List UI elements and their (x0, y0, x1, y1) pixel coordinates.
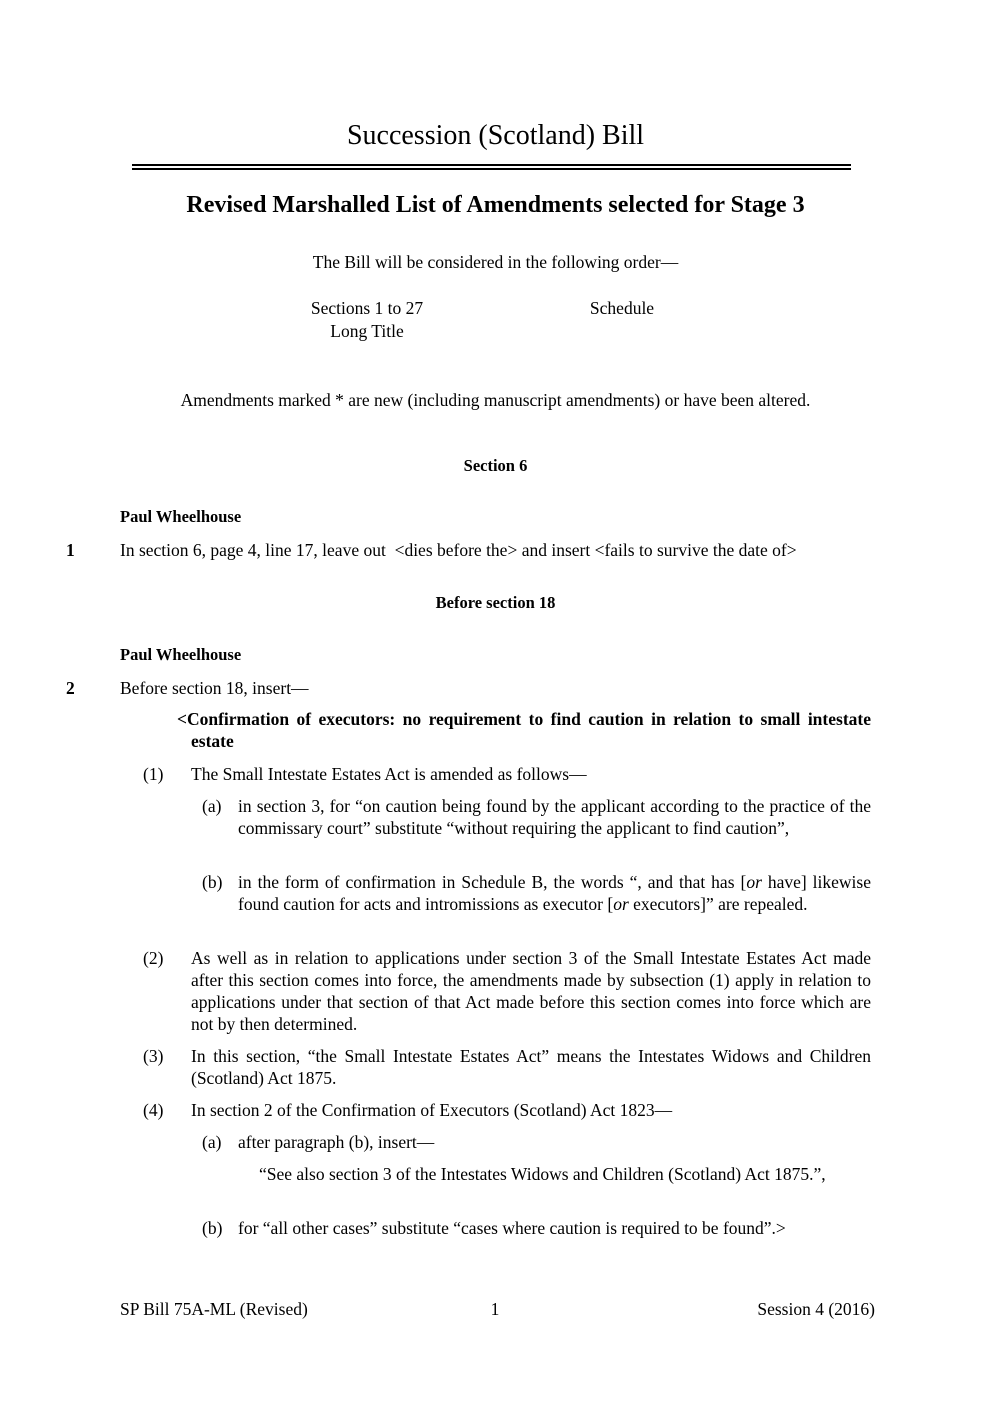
subsection-text: In this section, “the Small Intestate Estates Act” means the Intestates Widows and Children (Scotland) Act 1875. (191, 1046, 871, 1088)
inserted-section-heading: <Confirmation of executors: no requirement to find caution in relation to small intestate estate (177, 709, 871, 751)
order-item-schedule: Schedule (589, 298, 655, 318)
subsection-text: The Small Intestate Estates Act is amended as follows— (191, 764, 587, 784)
section-heading: Before section 18 (435, 593, 556, 612)
inserted-quote: “See also section 3 of the Intestates Widows and Children (Scotland) Act 1875.”, (259, 1164, 826, 1184)
amendment-text: In section 6, page 4, line 17, leave out <dies before the> and insert <fails to survive the date of> (120, 540, 797, 560)
paragraph-text: in the form of confirmation in Schedule B, the words “, and that has [or have] likewise found caution for acts and intromissions as executor [or executors]” are repealed. (238, 872, 871, 914)
rule-line-bottom (132, 168, 851, 170)
subsection-text: As well as in relation to applications under section 3 of the Small Intestate Estates Act made after this section comes into force, the amendments made by subsection (1) apply in relation to applications under that section of that Act made before this section comes into force which are not by then determined. (191, 948, 871, 1034)
paragraph-label: (b) (202, 872, 223, 892)
amendment-text: Before section 18, insert— (120, 678, 309, 698)
document-subtitle: Revised Marshalled List of Amendments selected for Stage 3 (186, 192, 805, 218)
rule-line-top (132, 164, 851, 166)
subsection-text: In section 2 of the Confirmation of Executors (Scotland) Act 1823— (191, 1100, 673, 1120)
section-heading: Section 6 (463, 456, 528, 475)
paragraph-label: (a) (202, 796, 222, 816)
paragraph-text: for “all other cases” substitute “cases where caution is required to be found”.> (238, 1218, 786, 1238)
title-double-rule (132, 164, 851, 171)
amendment-mover: Paul Wheelhouse (120, 645, 242, 664)
paragraph-label: (b) (202, 1218, 223, 1238)
footer-page-number: 1 (490, 1299, 500, 1319)
footer-bill-reference: SP Bill 75A-ML (Revised) (120, 1299, 308, 1319)
bill-title: Succession (Scotland) Bill (346, 120, 645, 151)
amendment-number: 2 (66, 678, 75, 698)
paragraph-label: (a) (202, 1132, 222, 1152)
amendments-note: Amendments marked * are new (including manuscript amendments) or have been altered. (180, 390, 811, 410)
paragraph-text: after paragraph (b), insert— (238, 1132, 435, 1152)
order-item-sections: Sections 1 to 27 (310, 298, 424, 318)
paragraph-text: in section 3, for “on caution being found by the applicant according to the practice of the commissary court” substitute “without requiring the applicant to find caution”, (238, 796, 871, 838)
subsection-label: (3) (143, 1046, 164, 1066)
subsection-label: (1) (143, 764, 164, 784)
amendment-mover: Paul Wheelhouse (120, 507, 242, 526)
subsection-label: (4) (143, 1100, 164, 1120)
amendment-number: 1 (66, 540, 75, 560)
footer-session: Session 4 (2016) (757, 1299, 875, 1319)
subsection-label: (2) (143, 948, 164, 968)
order-intro: The Bill will be considered in the following order— (312, 252, 679, 272)
order-item-long-title: Long Title (330, 321, 404, 341)
